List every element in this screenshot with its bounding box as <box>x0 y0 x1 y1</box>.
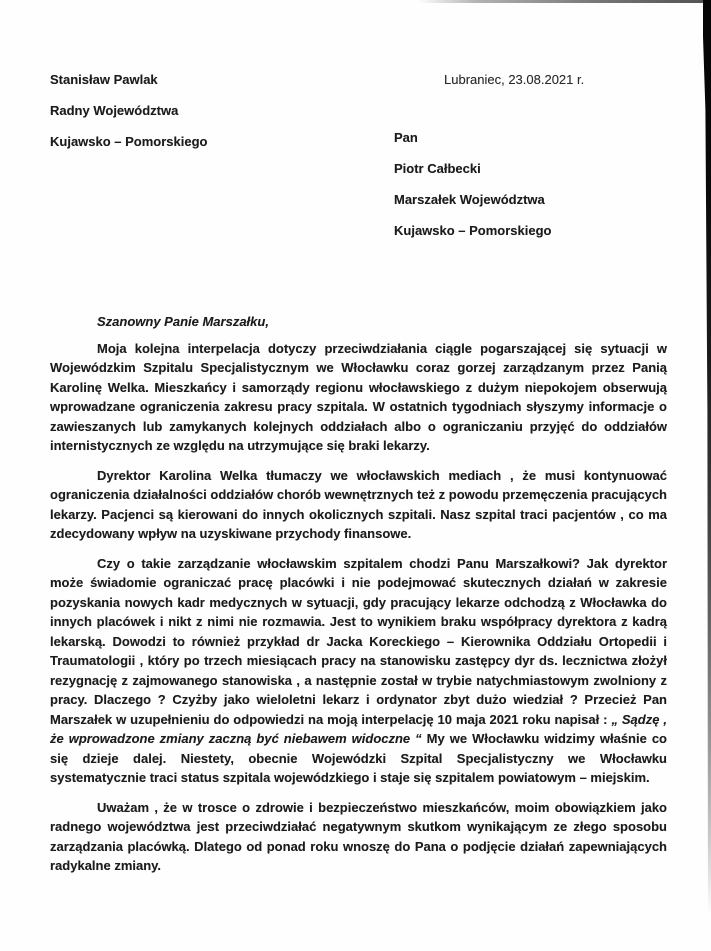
recipient-block <box>394 128 552 252</box>
paragraph: Czy o takie zarządzanie włocławskim szpitalem chodzi Panu Marszałkowi? Jak dyrektor może świadomie ograniczać pracę placówki i nie podejmować skutecznych działań w zakresie pozyskania nowych kadr medycznych w sytuacji, gdy pracujący lekarze odchodzą z Włocławka do innych placówek i nikt z nimi nie rozmawia. Jest to wynikiem braku współpracy dyrektora z kadrą lekarską. Dowodzi to również przykład dr Jacka Koreckiego – Kierownika Oddziału Ortopedii i Traumatologii , który po trzech miesiącach pracy na stanowisku zastępcy dyr ds. lecznictwa złożył rezygnację z zajmowanego stanowiska , a następnie został w trybie natychmiastowym zwolniony z pracy. Dlaczego ? Czyżby jako wieloletni lekarz i ordynator zbyt dużo wiedział ? Przecież Pan Marszałek w uzupełnieniu do odpowiedzi na moją interpelację 10 maja 2021 roku napisał : „ Sądzę , że wprowadzone zmiany zaczną być niebawem widoczne “ My we Włocławku widzimy właśnie co się dzieje dalej. Niestety, obecnie Wojewódzki Szpital Specjalistyczny we Włocławku systematycznie traci status szpitala wojewódzkiego i staje się szpitalem powiatowym – miejskim. <box>50 555 668 785</box>
recipient-line: Kujawsko – Pomorskiego <box>394 223 552 238</box>
letter-body <box>50 312 667 886</box>
text-run: My we Włocławku widzimy <box>421 731 595 746</box>
scan-artifact-top-edge <box>418 0 711 3</box>
paragraph: Moja kolejna interpelacja dotyczy przeciwdziałania ciągle pogarszającej się sytuacji w Wojewódzkim Szpitalu Specjalistycznym we Włocławku coraz gorzej zarządzanym przez Panią Karolinę Welka. Mieszkańcy i samorządy regionu włocławskiego z dużym niepokojem obserwują wprowadzane ograniczenia zakresu pracy szpitala. W ostatnich tygodniach słyszymy informacje o zawieszanych lub zamykanych kolejnych oddziałach albo o ograniczaniu przyjęć do oddziałów internistycznych ze względu na utrzymujące się braki lekarzy. <box>50 340 667 453</box>
sender-line: Radny Województwa <box>50 103 179 118</box>
date-line: Lubraniec, 23.08.2021 r. <box>444 72 585 87</box>
scan-artifact-right-edge <box>703 0 711 915</box>
sender-line: Stanisław Pawlak <box>50 72 158 87</box>
recipient-line: Pan <box>394 130 418 145</box>
salutation: Szanowny Panie Marszałku, <box>97 314 269 329</box>
paragraph: Dyrektor Karolina Welka tłumaczy we włocławskich mediach , że musi kontynuować ograniczenia działalności oddziałów chorób wewnętrznych też z powodu przemęczenia pracujących lekarzy. Pacjenci są kierowani do innych okolicznych szpitali. Nasz szpital traci pacjentów , co ma zdecydowany wpływ na uzyskiwane przychody finansowe. <box>50 467 667 541</box>
recipient-line: Piotr Całbecki <box>394 161 481 176</box>
paragraph: Uważam , że w trosce o zdrowie i bezpieczeństwo mieszkańców, moim obowiązkiem jako radnego województwa jest przeciwdziałać negatywnym skutkom wynikającym ze złego sposobu zarządzania placówką. Dlatego od ponad roku wnoszę do Pana o podjęcie działań zapewniających radykalne zmiany. <box>50 799 667 873</box>
quoted-italic-text: „ Sądzę , że wprowadzone zmiany zaczną być niebawem widoczne “ <box>50 711 667 746</box>
sender-line: Kujawsko – Pomorskiego <box>50 134 208 149</box>
recipient-line: Marszałek Województwa <box>394 192 545 207</box>
paragraphs-container <box>50 339 667 876</box>
sender-block <box>50 70 208 163</box>
